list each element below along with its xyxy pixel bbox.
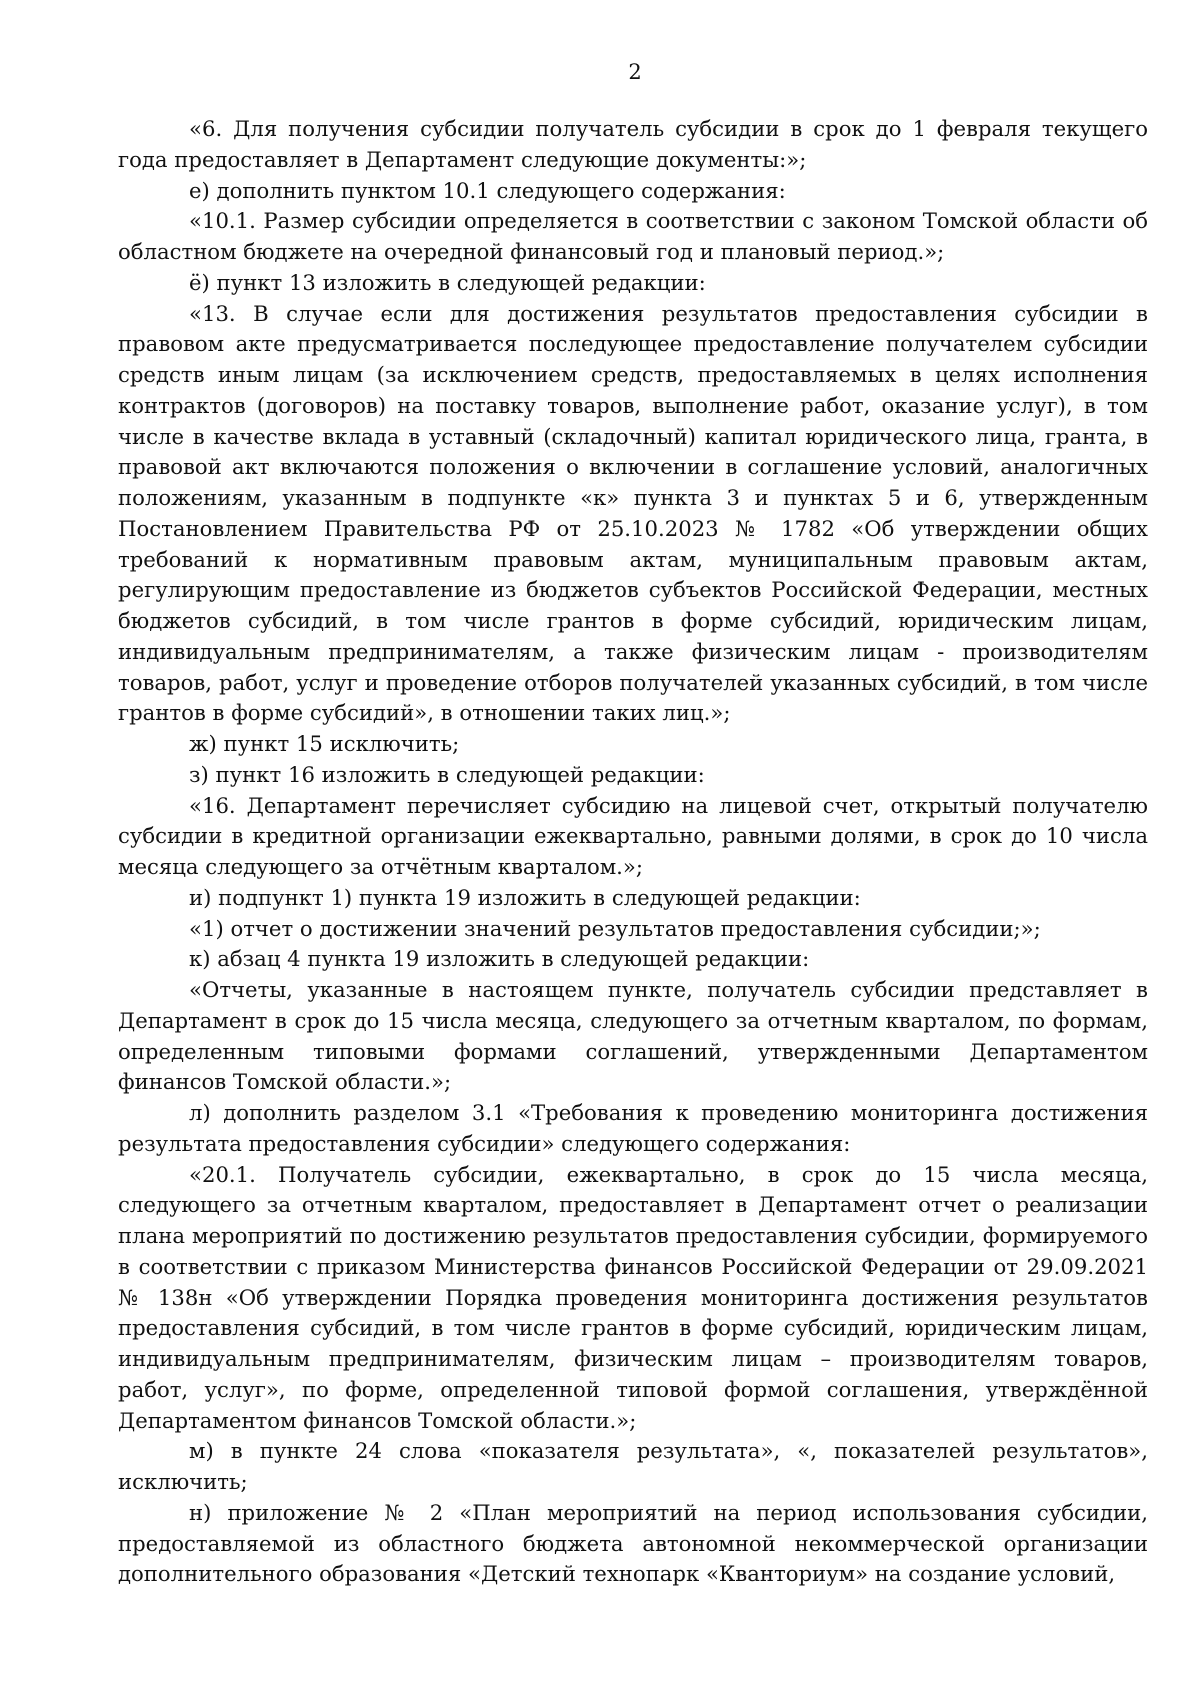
page-number: 2 <box>628 60 642 84</box>
paragraph: «13. В случае если для достижения результатов предоставления субсидии в правовом акте предусматривается последующее предоставление получателем субсидии средств иным лицам (за исключением средств, предоставляемых в целях исполнения контрактов (договоров) на поставку товаров, выполнение работ, оказание услуг), в том числе в качестве вклада в уставный (складочный) капитал юридического лица, гранта, в правовой акт включаются положения о включении в соглашение условий, аналогичных положениям, указанным в подпункте «к» пункта 3 и пунктах 5 и 6, утвержденным Постановлением Правительства РФ от 25.10.2023 № 1782 «Об утверждении общих требований к нормативным правовым актам, муниципальным правовым актам, регулирующим предоставление из бюджетов субъектов Российской Федерации, местных бюджетов субсидий, в том числе грантов в форме субсидий, юридическим лицам, индивидуальным предпринимателям, а также физическим лицам - производителям товаров, работ, услуг и проведение отборов получателей указанных субсидий, в том числе грантов в форме субсидий», в отношении таких лиц.»; <box>118 300 1148 726</box>
paragraph: «Отчеты, указанные в настоящем пункте, получатель субсидии представляет в Департамент в срок до 15 числа месяца, следующего за отчетным кварталом, по формам, определенным типовыми формами соглашений, утвержденными Департаментом финансов Томской области.»; <box>118 977 1148 1095</box>
paragraph: ж) пункт 15 исключить; <box>189 731 460 756</box>
paragraph: «20.1. Получатель субсидии, ежеквартально, в срок до 15 числа месяца, следующего за отчетным кварталом, предоставляет в Департамент отчет о реализации плана мероприятий по достижению результатов предоставления субсидии, формируемого в соответствии с приказом Министерства финансов Российской Федерации от 29.09.2021 № 138н «Об утверждении Порядка проведения мониторинга достижения результатов предоставления субсидий, в том числе грантов в форме субсидий, юридическим лицам, индивидуальным предпринимателям, физическим лицам – производителям товаров, работ, услуг», по форме, определенной типовой формой соглашения, утверждённой Департаментом финансов Томской области.»; <box>118 1161 1148 1433</box>
paragraph: л) дополнить разделом 3.1 «Требования к проведению мониторинга достижения результата предоставления субсидии» следующего содержания: <box>118 1100 1148 1156</box>
paragraph: з) пункт 16 изложить в следующей редакции: <box>189 761 705 787</box>
paragraph: н) приложение № 2 «План мероприятий на период использования субсидии, предоставляемой из областного бюджета автономной некоммерческой организации дополнительного образования «Детский технопарк «Кванториум» на создание условий, <box>118 1499 1148 1587</box>
paragraph: ё) пункт 13 изложить в следующей редакции: <box>189 269 706 295</box>
document-body <box>118 114 1148 1590</box>
paragraph: и) подпункт 1) пункта 19 изложить в следующей редакции: <box>189 884 861 910</box>
paragraph: «16. Департамент перечисляет субсидию на лицевой счет, открытый получателю субсидии в кредитной организации ежеквартально, равными долями, в срок до 10 числа месяца следующего за отчётным кварталом.»; <box>118 792 1148 879</box>
paragraph: м) в пункте 24 слова «показателя результата», «, показателей результатов», исключить; <box>118 1438 1148 1494</box>
paragraph: «1) отчет о достижении значений результатов предоставления субсидии;»; <box>189 915 1041 941</box>
paragraph: е) дополнить пунктом 10.1 следующего содержания: <box>189 177 786 203</box>
paragraph: к) абзац 4 пункта 19 изложить в следующей редакции: <box>189 946 810 972</box>
paragraph: «6. Для получения субсидии получатель субсидии в срок до 1 февраля текущего года предоставляет в Департамент следующие документы:»; <box>118 116 1148 172</box>
paragraph: «10.1. Размер субсидии определяется в соответствии с законом Томской области об областном бюджете на очередной финансовый год и плановый период.»; <box>118 208 1148 264</box>
